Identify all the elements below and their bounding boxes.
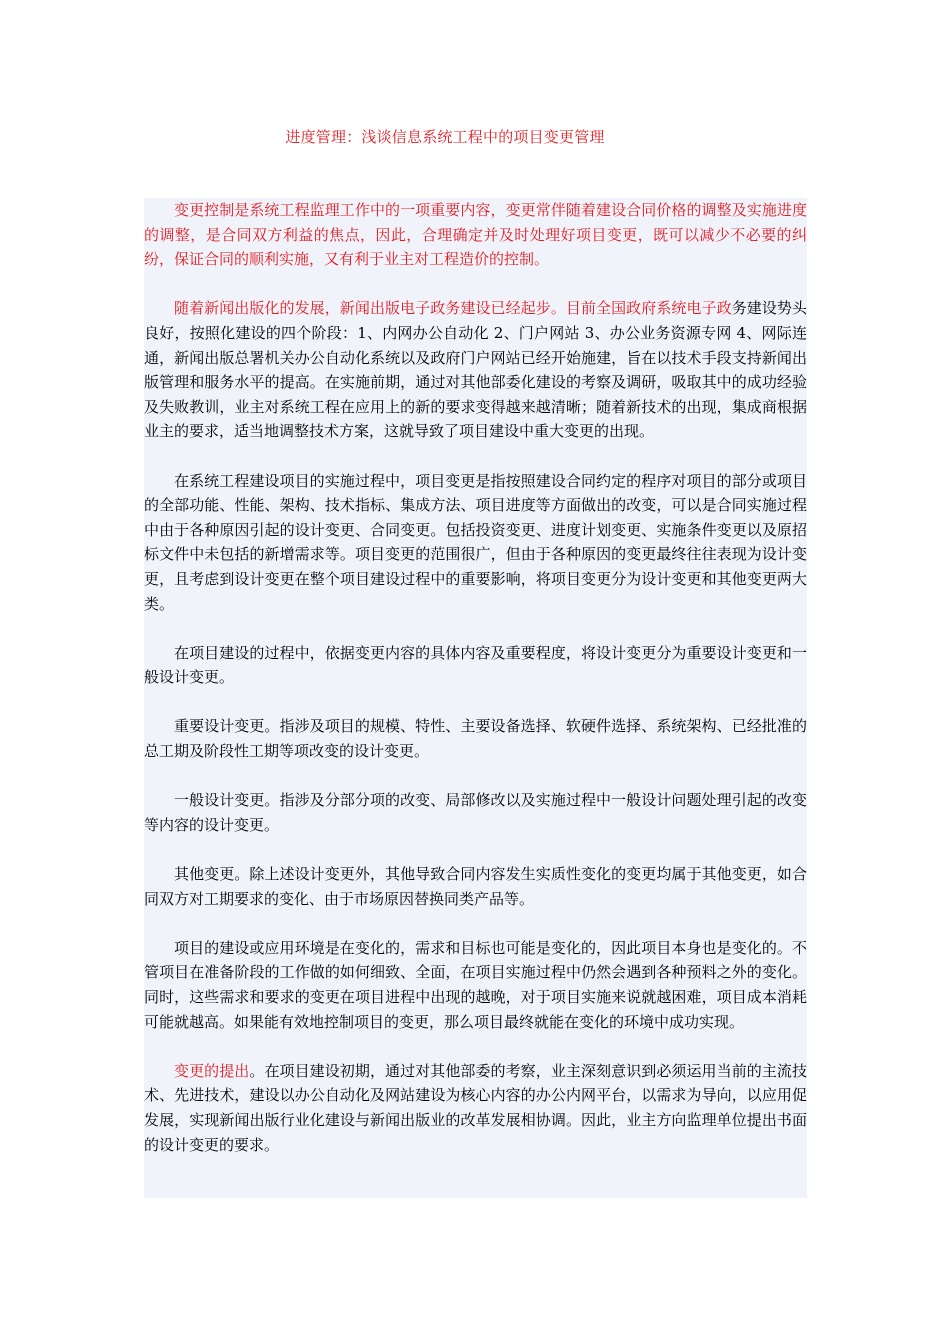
- body-text: 重要设计变更。指涉及项目的规模、特性、主要设备选择、软硬件选择、系统架构、已经批准的总工期及阶段性工期等项改变的设计变更。: [144, 717, 807, 761]
- paragraph-change-proposal: [144, 1059, 807, 1157]
- highlighted-text: 变更的提出: [174, 1061, 250, 1080]
- paragraph-major-design-change: [144, 714, 807, 763]
- paragraph-project-change-definition: [144, 469, 807, 617]
- paragraph-e-government: [144, 296, 807, 444]
- body-text: 一般设计变更。指涉及分部分项的改变、局部修改以及实施过程中一般设计问题处理引起的改变等内容的设计变更。: [144, 791, 807, 834]
- body-text: 在系统工程建设项目的实施过程中，项目变更是指按照建设合同约定的程序对项目的部分或项目的全部功能、性能、架构、技术指标、集成方法、项目进度等方面做出的改变，可以是合同实施过程中由于各种原因引起的设计变更、合同变更。包括投资变更、进度计划变更、实施条件变更以及原招标文件中未包括的新增需求等。项目变更的范围很广，但由于各种原因的变更最终往往表现为设计变更，且考虑到设计变更在整个项目建设过程中的重要影响，将项目变更分为设计变更和其他变更两大类。: [144, 471, 807, 613]
- paragraph-general-design-change: [144, 788, 807, 837]
- paragraph-change-control: [144, 198, 807, 272]
- body-text: 。在项目建设初期，通过对其他部委的考察，业主深刻意识到必须运用当前的主流技术、先进技术，建设以办公自动化及网站建设为核心内容的办公内网平台，以需求为导向，以应用促发展，实现新闻出版行业化建设与新闻出版业的改革发展相协调。因此，业主方向监理单位提出书面的设计变更的要求。: [144, 1061, 807, 1154]
- highlighted-text: 随着新闻出版化的发展，新闻出版电子政务建设已经起步。目前全国政府系统电子政: [174, 299, 732, 318]
- paragraph-design-change-types: [144, 641, 807, 690]
- document-body: [144, 198, 807, 1198]
- highlighted-text: 变更控制是系统工程监理工作中的一项重要内容，变更常伴随着建设合同价格的调整及实施进度的调整，是合同双方利益的焦点，因此，合理确定并及时处理好项目变更，既可以减少不必要的纠纷，保证合同的顺利实施，又有利于业主对工程造价的控制。: [144, 201, 807, 269]
- body-text: 在项目建设的过程中，依据变更内容的具体内容及重要程度，将设计变更分为重要设计变更和一般设计变更。: [144, 643, 807, 687]
- body-text: 务建设势头良好，按照化建设的四个阶段：1、内网办公自动化 2、门户网站 3、办公业务资源专网 4、网际连通，新闻出版总署机关办公自动化系统以及政府门户网站已经开始施建，旨在以技术手段支持新闻出版管理和服务水平的提高。在实施前期，通过对其他部委化建设的考察及调研，吸取其中的成功经验及失败教训，业主对系统工程在应用上的新的要求变得越来越清晰；随着新技术的出现，集成商根据业主的要求，适当地调整技术方案，这就导致了项目建设中重大变更的出现。: [144, 299, 807, 441]
- page-title: 进度管理：浅谈信息系统工程中的项目变更管理: [285, 128, 605, 146]
- body-text: 项目的建设或应用环境是在变化的，需求和目标也可能是变化的，因此项目本身也是变化的。不管项目在准备阶段的工作做的如何细致、全面，在项目实施过程中仍然会遇到各种预料之外的变化。同时，这些需求和要求的变更在项目进程中出现的越晚，对于项目实施来说就越困难，项目成本消耗可能就越高。如果能有效地控制项目的变更，那么项目最终就能在变化的环境中成功实现。: [144, 938, 807, 1031]
- paragraph-other-change: [144, 862, 807, 911]
- paragraph-changing-environment: [144, 936, 807, 1034]
- body-text: 其他变更。除上述设计变更外，其他导致合同内容发生实质性变化的变更均属于其他变更，如合同双方对工期要求的变化、由于市场原因替换同类产品等。: [144, 865, 807, 908]
